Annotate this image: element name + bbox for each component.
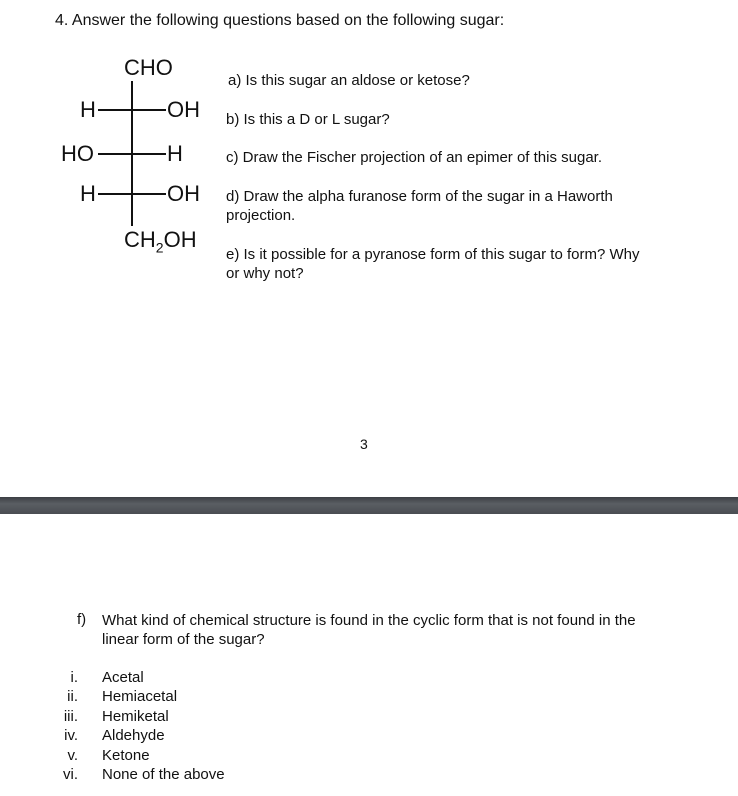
fischer-top-group: CHO [124,55,173,80]
fischer-bond-row-1 [98,109,166,111]
question-f-line-2: linear form of the sugar? [102,631,265,648]
answer-options [50,668,225,784]
option-iii [50,707,225,726]
option-text: Hemiacetal [102,688,178,706]
question-f-text [102,611,702,649]
option-text: Aldehyde [102,727,165,745]
fischer-row-1-left: H [80,97,96,122]
fischer-projection [56,52,216,262]
question-d-line-1: d) Draw the alpha furanose form of the sugar in a Haworth [226,188,613,205]
option-number: vi. [63,766,78,784]
question-d [226,187,613,225]
question-c: c) Draw the Fischer projection of an epimer of this sugar. [226,149,602,166]
fischer-bond-row-3 [98,193,166,195]
fischer-bottom-group: $CH_2OH$ [124,227,197,256]
question-e-line-1: e) Is it possible for a pyranose form of this sugar to form? Why [226,246,640,263]
option-number: i. [70,669,78,686]
option-text: Acetal [102,669,144,686]
page-divider [0,497,738,514]
fischer-row-3-left: H [80,181,96,206]
option-ii [50,687,225,706]
fischer-row-3-right: OH [167,181,200,206]
option-i [50,668,225,687]
fischer-row-1-right: OH [167,97,200,122]
page-number: 3 [360,436,368,452]
question-a: a) Is this sugar an aldose or ketose? [228,72,470,89]
question-e [226,245,640,283]
fischer-bond-row-2 [98,153,166,155]
option-text: Hemiketal [102,707,169,725]
question-f-line-1: What kind of chemical structure is found in the cyclic form that is not found in the [102,612,636,629]
question-4-heading: 4. Answer the following questions based on the following sugar: [55,12,505,29]
option-number: iii. [63,707,78,725]
option-vi [50,765,225,784]
question-e-line-2: or why not? [226,265,304,282]
option-v [50,746,225,765]
fischer-row-2-right: H [167,141,183,166]
fischer-row-2-left: HO [61,141,94,166]
question-f-label: f) [77,611,87,628]
question-b: b) Is this a D or L sugar? [226,111,390,128]
option-number: ii. [67,688,78,706]
option-text: Ketone [102,746,150,764]
option-iv [50,726,225,745]
question-d-line-2: projection. [226,207,296,224]
option-number: iv. [64,727,78,745]
option-text: None of the above [102,766,225,784]
option-number: v. [67,746,78,764]
